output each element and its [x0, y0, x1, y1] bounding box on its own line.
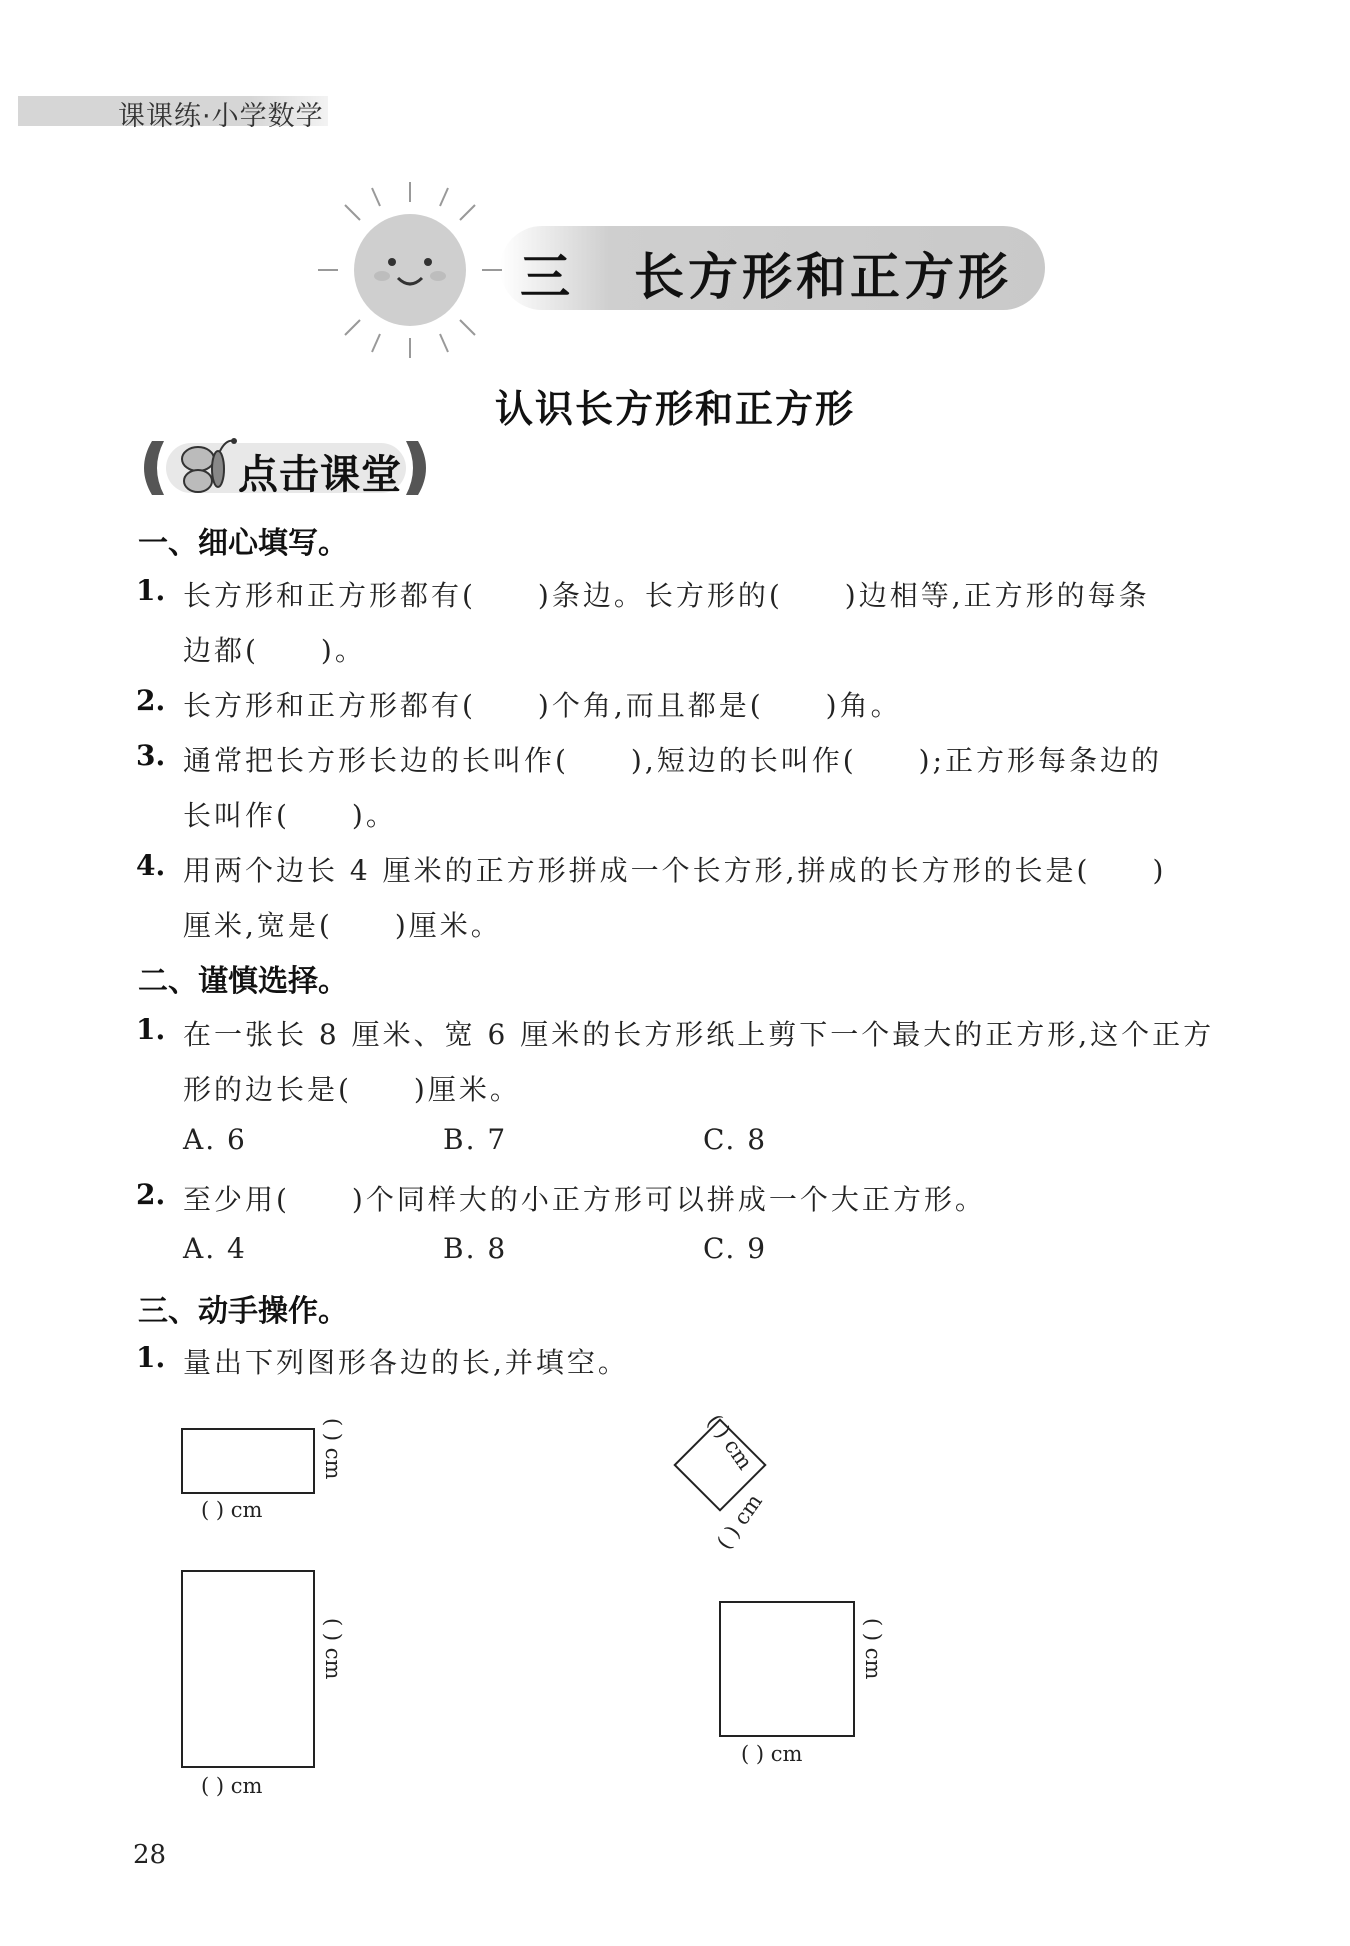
p2-q2-line1: 至少用( )个同样大的小正方形可以拼成一个大正方形。	[183, 1183, 986, 1216]
p1-q2-number: 2.	[136, 684, 166, 717]
tall-rectangle-bottom-label: ( ) cm	[201, 1774, 263, 1798]
chapter-heading	[520, 237, 1012, 309]
p1-q1-line1: 长方形和正方形都有( )条边。长方形的( )边相等,正方形的每条	[183, 579, 1150, 612]
p2-q1-option-a: A. 6	[183, 1123, 247, 1156]
square-bottom-label: ( ) cm	[741, 1742, 803, 1766]
chapter-number: 三	[520, 248, 574, 306]
p1-q4-line2: 厘米,宽是( )厘米。	[183, 909, 502, 942]
diamond-lower-label: ( ) cm	[712, 1489, 767, 1554]
page-number: 28	[133, 1840, 167, 1870]
p3-q1-number: 1.	[136, 1341, 166, 1374]
p1-q1-line2: 边都( )。	[183, 634, 366, 667]
chapter-title: 长方形和正方形	[634, 248, 1012, 306]
p2-q1-option-c: C. 8	[703, 1123, 768, 1156]
p1-q4-line1: 用两个边长 4 厘米的正方形拼成一个长方形,拼成的长方形的长是( )	[183, 854, 1167, 887]
square-side-label: ( ) cm	[861, 1618, 885, 1680]
diamond-upper-label: ( ) cm	[702, 1410, 758, 1475]
p1-q3-number: 3.	[136, 739, 166, 772]
p2-q2-option-c: C. 9	[703, 1232, 768, 1265]
p1-q2-line1: 长方形和正方形都有( )个角,而且都是( )角。	[183, 689, 902, 722]
p2-q1-option-b: B. 7	[443, 1123, 508, 1156]
part1-heading: 一、细心填写。	[138, 526, 348, 561]
small-rectangle-bottom-label: ( ) cm	[201, 1498, 263, 1522]
square	[719, 1601, 855, 1737]
p2-q1-number: 1.	[136, 1013, 166, 1046]
p1-q4-number: 4.	[136, 849, 166, 882]
p2-q1-line1: 在一张长 8 厘米、宽 6 厘米的长方形纸上剪下一个最大的正方形,这个正方	[183, 1018, 1215, 1051]
p3-q1-line1: 量出下列图形各边的长,并填空。	[183, 1346, 629, 1379]
p2-q2-number: 2.	[136, 1178, 166, 1211]
small-rectangle-side-label: ( ) cm	[321, 1418, 345, 1480]
section-tag-label: 点击课堂	[238, 452, 402, 498]
series-title: 课课练·小学数学	[118, 101, 324, 132]
part2-heading: 二、谨慎选择。	[138, 964, 348, 999]
p1-q1-number: 1.	[136, 574, 166, 607]
p2-q1-line2: 形的边长是( )厘米。	[183, 1073, 521, 1106]
p2-q2-option-a: A. 4	[183, 1232, 247, 1265]
part3-heading: 三、动手操作。	[138, 1294, 348, 1329]
lesson-title: 认识长方形和正方形	[494, 387, 855, 431]
small-rectangle	[181, 1428, 315, 1494]
p1-q3-line2: 长叫作( )。	[183, 799, 397, 832]
sun-icon	[310, 180, 510, 360]
p2-q2-option-b: B. 8	[443, 1232, 508, 1265]
p1-q3-line1: 通常把长方形长边的长叫作( ),短边的长叫作( );正方形每条边的	[183, 744, 1163, 777]
tall-rectangle-side-label: ( ) cm	[321, 1618, 345, 1680]
tall-rectangle	[181, 1570, 315, 1768]
